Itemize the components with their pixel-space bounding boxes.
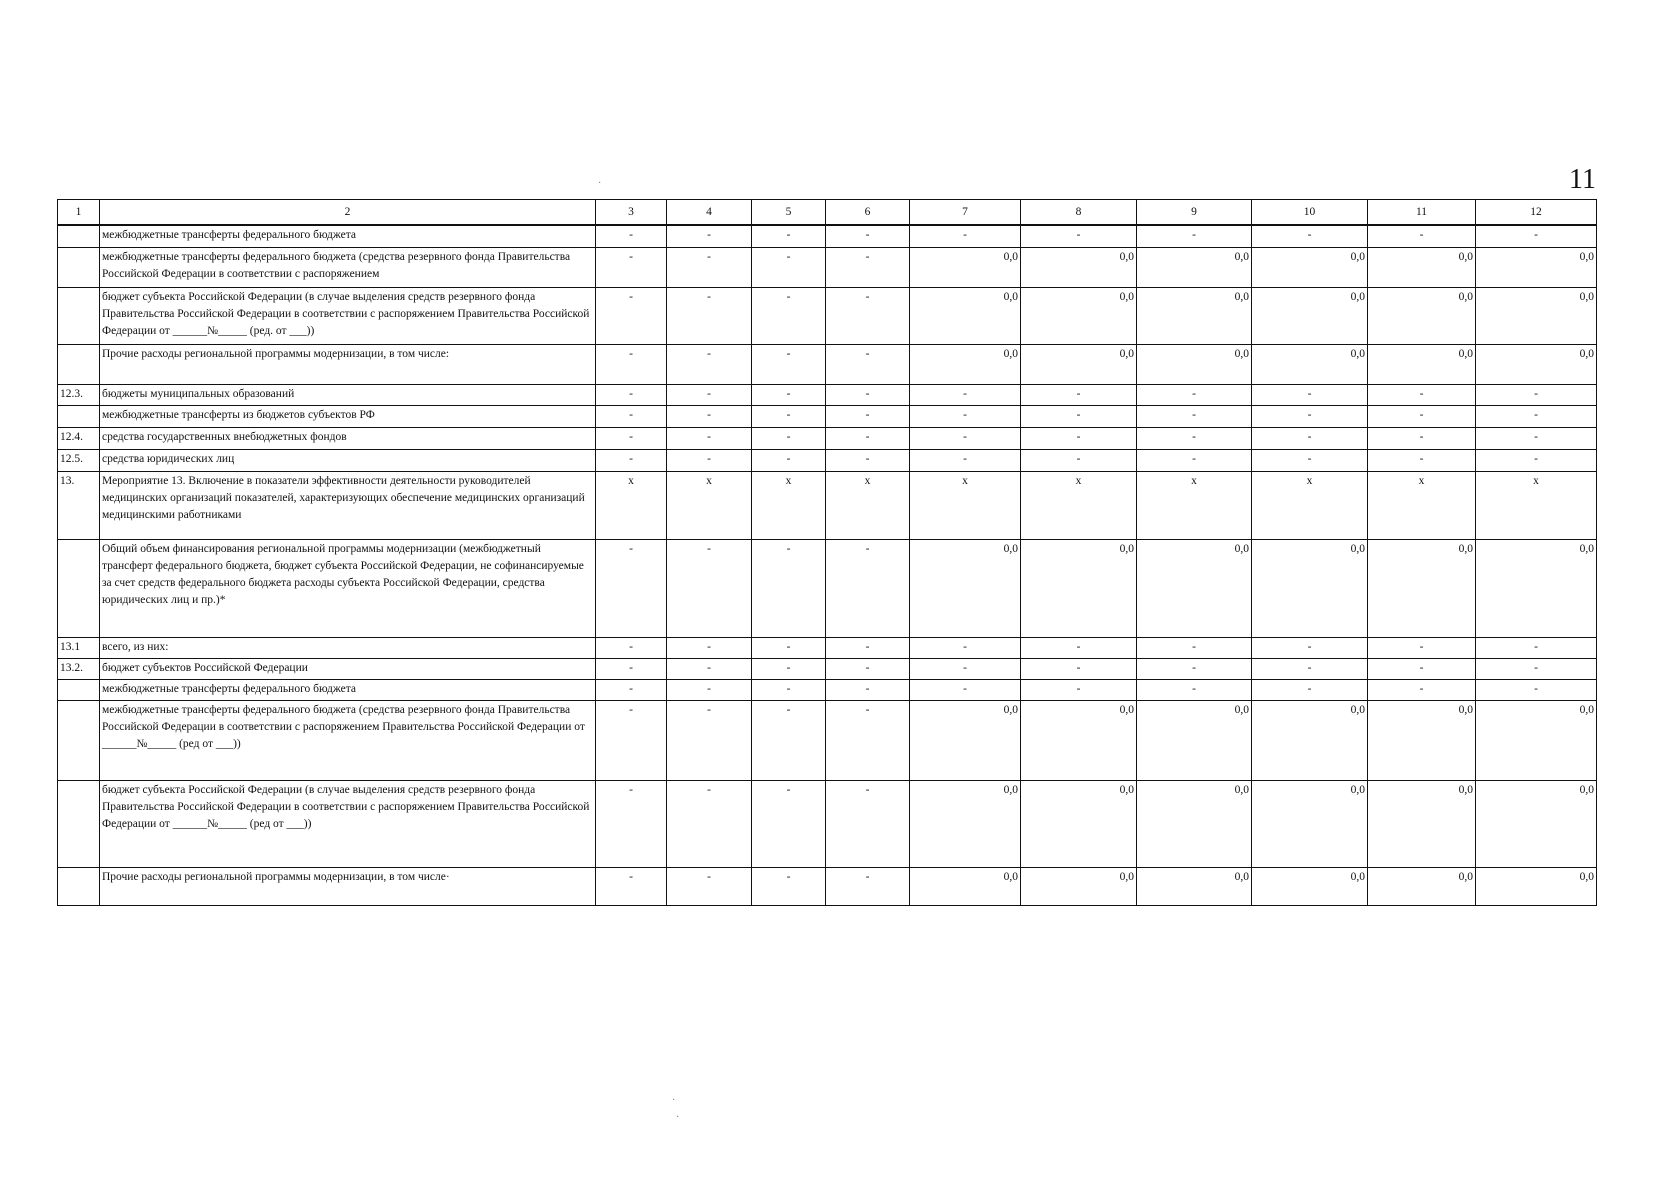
value-cell: 0,0 <box>1252 287 1368 344</box>
value-cell: 0,0 <box>1137 247 1252 287</box>
value-cell: 0,0 <box>1368 700 1476 780</box>
table-row <box>58 471 1597 539</box>
value-cell: - <box>667 637 752 658</box>
value-cell: 0,0 <box>1252 700 1368 780</box>
value-cell: 0,0 <box>1476 867 1597 905</box>
value-cell: - <box>1137 427 1252 449</box>
value-cell: - <box>752 287 826 344</box>
value-cell: 0,0 <box>1476 344 1597 384</box>
value-cell: - <box>667 700 752 780</box>
row-description: межбюджетные трансферты федерального бюджета (средства резервного фонда Правительства Российской Федерации в соответствии с распоряжением Правительства Российской Федерации от ______№_____ (ред от ___)) <box>100 700 596 780</box>
value-cell: - <box>752 344 826 384</box>
table-row <box>58 427 1597 449</box>
value-cell: - <box>596 539 667 637</box>
value-cell: 0,0 <box>1368 539 1476 637</box>
value-cell: - <box>752 780 826 867</box>
value-cell: - <box>1252 384 1368 405</box>
column-header: 5 <box>752 200 826 226</box>
value-cell: - <box>1252 405 1368 427</box>
value-cell: - <box>1368 427 1476 449</box>
column-header: 11 <box>1368 200 1476 226</box>
value-cell: 0,0 <box>1021 539 1137 637</box>
table-body <box>58 225 1597 905</box>
value-cell: - <box>596 679 667 700</box>
value-cell: - <box>1476 405 1597 427</box>
value-cell: - <box>1252 427 1368 449</box>
value-cell: 0,0 <box>910 287 1021 344</box>
row-number <box>58 344 100 384</box>
value-cell: - <box>752 225 826 247</box>
value-cell: - <box>826 658 910 679</box>
column-number-row <box>58 200 1597 226</box>
row-number: 13. <box>58 471 100 539</box>
value-cell: - <box>1137 637 1252 658</box>
row-number <box>58 780 100 867</box>
value-cell: - <box>1368 449 1476 471</box>
value-cell: 0,0 <box>1368 344 1476 384</box>
value-cell: - <box>752 449 826 471</box>
value-cell: - <box>1021 384 1137 405</box>
column-header: 10 <box>1252 200 1368 226</box>
value-cell: - <box>1021 637 1137 658</box>
value-cell: - <box>826 867 910 905</box>
value-cell: 0,0 <box>1476 539 1597 637</box>
value-cell: - <box>1021 658 1137 679</box>
value-cell: - <box>826 700 910 780</box>
table-row <box>58 679 1597 700</box>
value-cell: - <box>1021 225 1137 247</box>
table-row <box>58 539 1597 637</box>
value-cell: - <box>1476 658 1597 679</box>
value-cell: - <box>667 344 752 384</box>
row-number: 12.5. <box>58 449 100 471</box>
table-row <box>58 384 1597 405</box>
value-cell: - <box>1137 679 1252 700</box>
value-cell: - <box>1476 679 1597 700</box>
row-description: межбюджетные трансферты федерального бюджета (средства резервного фонда Правительства Российской Федерации в соответствии с распоряжением <box>100 247 596 287</box>
scan-speck: · <box>598 178 602 189</box>
value-cell: - <box>596 287 667 344</box>
value-cell: - <box>1368 384 1476 405</box>
row-number <box>58 679 100 700</box>
value-cell: x <box>596 471 667 539</box>
row-description: средства государственных внебюджетных фондов <box>100 427 596 449</box>
value-cell: - <box>667 287 752 344</box>
value-cell: 0,0 <box>910 344 1021 384</box>
value-cell: - <box>752 679 826 700</box>
value-cell: 0,0 <box>1021 700 1137 780</box>
value-cell: - <box>752 658 826 679</box>
value-cell: 0,0 <box>1137 539 1252 637</box>
value-cell: - <box>826 679 910 700</box>
table-row <box>58 637 1597 658</box>
value-cell: - <box>910 658 1021 679</box>
value-cell: - <box>910 427 1021 449</box>
value-cell: 0,0 <box>1021 867 1137 905</box>
value-cell: 0,0 <box>1137 344 1252 384</box>
value-cell: - <box>596 247 667 287</box>
value-cell: - <box>826 225 910 247</box>
value-cell: x <box>667 471 752 539</box>
value-cell: 0,0 <box>1137 287 1252 344</box>
value-cell: - <box>826 344 910 384</box>
financing-table <box>57 199 1597 906</box>
value-cell: - <box>667 658 752 679</box>
column-header: 8 <box>1021 200 1137 226</box>
row-description: бюджеты муниципальных образований <box>100 384 596 405</box>
value-cell: x <box>826 471 910 539</box>
value-cell: - <box>826 780 910 867</box>
value-cell: - <box>826 539 910 637</box>
value-cell: - <box>752 700 826 780</box>
column-header: 6 <box>826 200 910 226</box>
value-cell: - <box>752 405 826 427</box>
value-cell: - <box>1252 658 1368 679</box>
value-cell: 0,0 <box>1137 700 1252 780</box>
value-cell: - <box>667 384 752 405</box>
value-cell: - <box>596 658 667 679</box>
value-cell: - <box>826 405 910 427</box>
value-cell: - <box>1368 679 1476 700</box>
row-number: 13.1 <box>58 637 100 658</box>
value-cell: 0,0 <box>1368 867 1476 905</box>
value-cell: 0,0 <box>1252 780 1368 867</box>
column-header: 12 <box>1476 200 1597 226</box>
row-description: межбюджетные трансферты из бюджетов субъектов РФ <box>100 405 596 427</box>
value-cell: - <box>1476 637 1597 658</box>
row-number: 13.2. <box>58 658 100 679</box>
table-row <box>58 658 1597 679</box>
column-header: 2 <box>100 200 596 226</box>
value-cell: - <box>1137 658 1252 679</box>
value-cell: - <box>826 449 910 471</box>
row-description: средства юридических лиц <box>100 449 596 471</box>
row-number <box>58 700 100 780</box>
value-cell: - <box>1021 679 1137 700</box>
value-cell: - <box>826 637 910 658</box>
value-cell: - <box>752 427 826 449</box>
value-cell: - <box>910 637 1021 658</box>
value-cell: - <box>1368 658 1476 679</box>
value-cell: - <box>667 449 752 471</box>
value-cell: 0,0 <box>1368 287 1476 344</box>
column-header: 9 <box>1137 200 1252 226</box>
value-cell: - <box>1368 225 1476 247</box>
table-row <box>58 225 1597 247</box>
table-row <box>58 287 1597 344</box>
row-description: бюджет субъектов Российской Федерации <box>100 658 596 679</box>
value-cell: - <box>910 384 1021 405</box>
value-cell: x <box>1252 471 1368 539</box>
value-cell: - <box>910 225 1021 247</box>
value-cell: - <box>667 539 752 637</box>
value-cell: 0,0 <box>910 539 1021 637</box>
value-cell: - <box>667 225 752 247</box>
value-cell: 0,0 <box>910 247 1021 287</box>
value-cell: 0,0 <box>1021 287 1137 344</box>
value-cell: - <box>1137 449 1252 471</box>
value-cell: - <box>596 637 667 658</box>
table-row <box>58 344 1597 384</box>
value-cell: - <box>596 405 667 427</box>
value-cell: 0,0 <box>1476 287 1597 344</box>
row-description: всего, из них: <box>100 637 596 658</box>
row-number <box>58 867 100 905</box>
value-cell: - <box>752 384 826 405</box>
value-cell: - <box>596 700 667 780</box>
value-cell: 0,0 <box>1021 247 1137 287</box>
value-cell: - <box>1252 679 1368 700</box>
value-cell: - <box>826 427 910 449</box>
value-cell: - <box>1476 427 1597 449</box>
value-cell: - <box>667 405 752 427</box>
value-cell: - <box>1476 225 1597 247</box>
value-cell: 0,0 <box>1252 539 1368 637</box>
row-number: 12.4. <box>58 427 100 449</box>
value-cell: - <box>910 679 1021 700</box>
scan-speck: · <box>676 1112 680 1123</box>
row-description: Мероприятие 13. Включение в показатели эффективности деятельности руководителей медицинских организаций показателей, характеризующих обеспечение медицинских организаций медицинскими работниками <box>100 471 596 539</box>
value-cell: - <box>826 287 910 344</box>
value-cell: - <box>1252 637 1368 658</box>
value-cell: - <box>1252 225 1368 247</box>
value-cell: - <box>1021 449 1137 471</box>
value-cell: - <box>752 867 826 905</box>
table-row <box>58 867 1597 905</box>
value-cell: - <box>667 780 752 867</box>
value-cell: 0,0 <box>1021 780 1137 867</box>
value-cell: 0,0 <box>910 867 1021 905</box>
value-cell: - <box>1137 225 1252 247</box>
value-cell: - <box>826 247 910 287</box>
value-cell: 0,0 <box>1252 344 1368 384</box>
row-description: Общий объем финансирования региональной программы модернизации (межбюджетный трансферт федерального бюджета, бюджет субъекта Российской Федерации, не софинансируемые за счет средств федерального бюджета расходы субъекта Российской Федерации, средства юридических лиц и пр.)* <box>100 539 596 637</box>
value-cell: - <box>667 427 752 449</box>
value-cell: - <box>1476 384 1597 405</box>
row-number <box>58 247 100 287</box>
value-cell: - <box>596 384 667 405</box>
column-header: 1 <box>58 200 100 226</box>
value-cell: - <box>752 637 826 658</box>
column-header: 7 <box>910 200 1021 226</box>
value-cell: 0,0 <box>910 700 1021 780</box>
value-cell: - <box>752 539 826 637</box>
value-cell: 0,0 <box>910 780 1021 867</box>
value-cell: x <box>1368 471 1476 539</box>
value-cell: x <box>1137 471 1252 539</box>
value-cell: - <box>1137 384 1252 405</box>
value-cell: - <box>596 344 667 384</box>
value-cell: 0,0 <box>1252 247 1368 287</box>
value-cell: - <box>596 225 667 247</box>
value-cell: - <box>1021 405 1137 427</box>
column-header: 3 <box>596 200 667 226</box>
value-cell: 0,0 <box>1368 247 1476 287</box>
row-number <box>58 287 100 344</box>
value-cell: - <box>910 405 1021 427</box>
value-cell: 0,0 <box>1021 344 1137 384</box>
table-row <box>58 405 1597 427</box>
value-cell: - <box>667 247 752 287</box>
value-cell: - <box>1021 427 1137 449</box>
row-description: Прочие расходы региональной программы модернизации, в том числе: <box>100 344 596 384</box>
column-header: 4 <box>667 200 752 226</box>
value-cell: - <box>667 679 752 700</box>
value-cell: - <box>910 449 1021 471</box>
table-row <box>58 449 1597 471</box>
page-number: 11 <box>1569 164 1596 195</box>
value-cell: 0,0 <box>1476 700 1597 780</box>
row-number <box>58 225 100 247</box>
value-cell: x <box>752 471 826 539</box>
value-cell: 0,0 <box>1368 780 1476 867</box>
value-cell: - <box>596 427 667 449</box>
value-cell: - <box>596 780 667 867</box>
value-cell: - <box>1252 449 1368 471</box>
value-cell: - <box>826 384 910 405</box>
row-number: 12.3. <box>58 384 100 405</box>
table-row <box>58 247 1597 287</box>
value-cell: - <box>596 449 667 471</box>
value-cell: - <box>667 867 752 905</box>
value-cell: - <box>1368 637 1476 658</box>
scan-speck: · <box>672 1095 676 1106</box>
value-cell: - <box>1476 449 1597 471</box>
row-description: межбюджетные трансферты федерального бюджета <box>100 679 596 700</box>
table-row <box>58 780 1597 867</box>
value-cell: 0,0 <box>1137 867 1252 905</box>
row-description: бюджет субъекта Российской Федерации (в случае выделения средств резервного фонда Правительства Российской Федерации в соответствии с распоряжением Правительства Российской Федерации от ______№_____ (ред от ___)) <box>100 780 596 867</box>
value-cell: - <box>752 247 826 287</box>
value-cell: - <box>1368 405 1476 427</box>
row-description: бюджет субъекта Российской Федерации (в случае выделения средств резервного фонда Правительства Российской Федерации в соответствии с распоряжением Правительства Российской Федерации от ______№_____ (ред. от ___)) <box>100 287 596 344</box>
value-cell: - <box>596 867 667 905</box>
row-number <box>58 405 100 427</box>
value-cell: 0,0 <box>1137 780 1252 867</box>
row-description: Прочие расходы региональной программы модернизации, в том числе· <box>100 867 596 905</box>
value-cell: x <box>1476 471 1597 539</box>
value-cell: 0,0 <box>1476 247 1597 287</box>
value-cell: x <box>910 471 1021 539</box>
value-cell: 0,0 <box>1252 867 1368 905</box>
value-cell: 0,0 <box>1476 780 1597 867</box>
value-cell: - <box>1137 405 1252 427</box>
row-number <box>58 539 100 637</box>
table-row <box>58 700 1597 780</box>
row-description: межбюджетные трансферты федерального бюджета <box>100 225 596 247</box>
value-cell: x <box>1021 471 1137 539</box>
